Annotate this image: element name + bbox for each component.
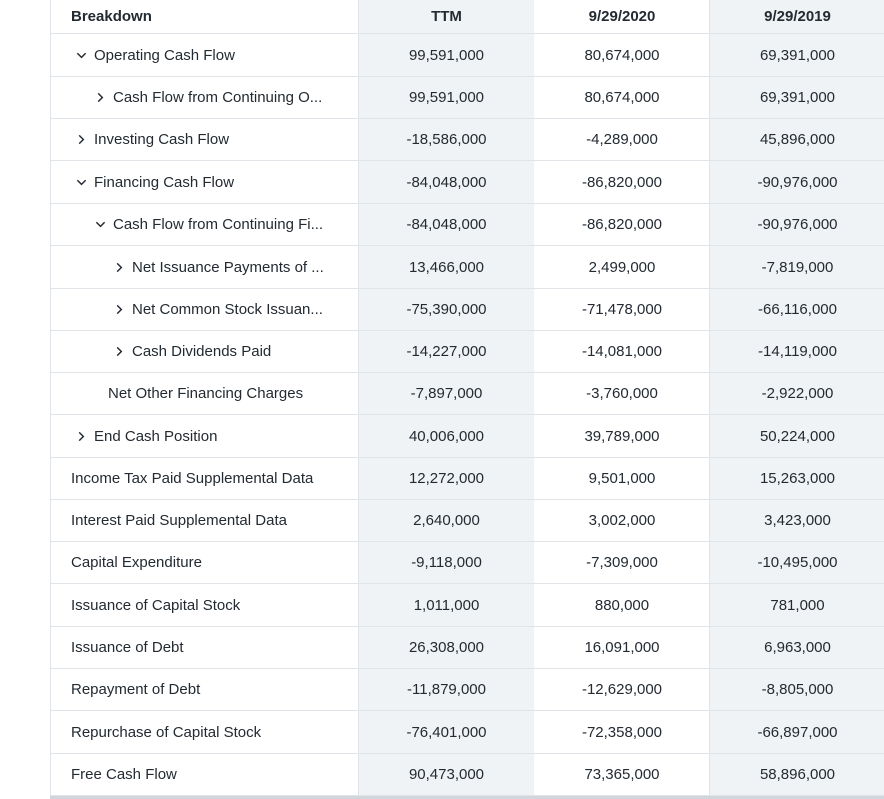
value-2020: 39,789,000 xyxy=(535,415,710,457)
row-label: Interest Paid Supplemental Data xyxy=(71,512,287,529)
row-label: Repayment of Debt xyxy=(71,681,201,698)
row-label: Net Issuance Payments of ... xyxy=(132,258,324,276)
value-2020: -7,309,000 xyxy=(535,542,710,583)
value-ttm: -18,586,000 xyxy=(359,119,535,160)
value-2020: 80,674,000 xyxy=(535,77,710,118)
value-2020: 73,365,000 xyxy=(535,754,710,795)
value-ttm: -76,401,000 xyxy=(359,711,535,753)
value-2020: -86,820,000 xyxy=(535,161,710,203)
row-label: Net Common Stock Issuan... xyxy=(132,301,323,318)
chevron-right-icon[interactable] xyxy=(94,91,106,105)
value-2019: -66,897,000 xyxy=(710,711,884,753)
row-label-cell xyxy=(51,711,359,753)
row-label-cell xyxy=(51,373,359,414)
value-ttm: 99,591,000 xyxy=(359,77,535,118)
value-ttm: -9,118,000 xyxy=(359,542,535,583)
row-label-cell xyxy=(51,161,359,203)
value-2019: 15,263,000 xyxy=(710,458,884,499)
value-2019: 45,896,000 xyxy=(710,119,884,160)
value-ttm: 12,272,000 xyxy=(359,458,535,499)
row-label: Cash Flow from Continuing Fi... xyxy=(113,216,324,233)
row-label-cell xyxy=(51,77,359,118)
value-2019: -2,922,000 xyxy=(710,373,884,414)
table-row[interactable] xyxy=(51,331,884,373)
row-label-cell xyxy=(51,331,359,372)
value-2020: -14,081,000 xyxy=(535,331,710,372)
row-label: Issuance of Capital Stock xyxy=(71,596,241,614)
chevron-down-icon[interactable] xyxy=(94,218,106,232)
value-2019: 781,000 xyxy=(710,584,884,626)
value-2020: -12,629,000 xyxy=(535,669,710,710)
value-ttm: 40,006,000 xyxy=(359,415,535,457)
row-label-cell xyxy=(51,754,359,795)
chevron-right-icon[interactable] xyxy=(75,429,87,443)
value-2020: 2,499,000 xyxy=(535,246,710,288)
value-2020: 3,002,000 xyxy=(535,500,710,541)
value-2020: 880,000 xyxy=(535,584,710,626)
value-2020: 9,501,000 xyxy=(535,458,710,499)
row-label: End Cash Position xyxy=(94,427,218,445)
table-row[interactable] xyxy=(51,34,884,77)
chevron-right-icon[interactable] xyxy=(75,133,87,147)
table-row[interactable] xyxy=(51,246,884,289)
table-row xyxy=(51,669,884,711)
value-2020: 16,091,000 xyxy=(535,627,710,668)
table-row[interactable] xyxy=(51,204,884,246)
value-2019: 3,423,000 xyxy=(710,500,884,541)
value-ttm: -7,897,000 xyxy=(359,373,535,414)
table-row xyxy=(51,542,884,584)
value-ttm: 1,011,000 xyxy=(359,584,535,626)
table-row[interactable] xyxy=(51,289,884,331)
value-2019: 69,391,000 xyxy=(710,34,884,76)
value-ttm: -11,879,000 xyxy=(359,669,535,710)
row-label-cell xyxy=(51,289,359,330)
value-ttm: 2,640,000 xyxy=(359,500,535,541)
value-2020: -72,358,000 xyxy=(535,711,710,753)
value-2020: -3,760,000 xyxy=(535,373,710,414)
value-2020: 80,674,000 xyxy=(535,34,710,76)
value-2019: 6,963,000 xyxy=(710,627,884,668)
value-2019: -7,819,000 xyxy=(710,246,884,288)
row-label-cell xyxy=(51,584,359,626)
chevron-right-icon[interactable] xyxy=(113,303,125,317)
table-row xyxy=(51,584,884,627)
row-label-cell xyxy=(51,34,359,76)
row-label: Cash Flow from Continuing O... xyxy=(113,89,323,106)
value-2019: -90,976,000 xyxy=(710,204,884,245)
row-label-cell xyxy=(51,415,359,457)
chevron-right-icon[interactable] xyxy=(113,345,125,359)
table-row[interactable] xyxy=(51,415,884,458)
value-ttm: 26,308,000 xyxy=(359,627,535,668)
chevron-down-icon[interactable] xyxy=(75,175,87,189)
value-2019: 50,224,000 xyxy=(710,415,884,457)
row-label: Net Other Financing Charges xyxy=(108,385,304,402)
value-2019: 69,391,000 xyxy=(710,77,884,118)
row-label-cell xyxy=(51,542,359,583)
row-label-cell xyxy=(51,204,359,245)
table-row xyxy=(51,458,884,500)
value-2020: -86,820,000 xyxy=(535,204,710,245)
row-label: Free Cash Flow xyxy=(71,766,177,783)
value-ttm: 13,466,000 xyxy=(359,246,535,288)
table-row[interactable] xyxy=(51,161,884,204)
value-2019: 58,896,000 xyxy=(710,754,884,795)
value-2020: -71,478,000 xyxy=(535,289,710,330)
row-label: Investing Cash Flow xyxy=(94,131,230,148)
row-label: Capital Expenditure xyxy=(71,554,202,571)
row-label-cell xyxy=(51,246,359,288)
chevron-right-icon[interactable] xyxy=(113,260,125,274)
row-label-cell xyxy=(51,119,359,160)
value-2019: -8,805,000 xyxy=(710,669,884,710)
table-header-row xyxy=(51,0,884,34)
cash-flow-table xyxy=(50,0,884,797)
value-ttm: -14,227,000 xyxy=(359,331,535,372)
table-row xyxy=(51,627,884,669)
table-row xyxy=(51,500,884,542)
value-2020: -4,289,000 xyxy=(535,119,710,160)
breakdown-header: Breakdown xyxy=(51,0,359,33)
row-label-cell xyxy=(51,458,359,499)
value-2019: -90,976,000 xyxy=(710,161,884,203)
table-row xyxy=(51,373,884,415)
table-row xyxy=(51,754,884,796)
row-label: Cash Dividends Paid xyxy=(132,343,272,360)
row-label: Financing Cash Flow xyxy=(94,173,235,191)
value-2019: -10,495,000 xyxy=(710,542,884,583)
col-header-2019: 9/29/2019 xyxy=(710,0,884,33)
row-label-cell xyxy=(51,627,359,668)
value-ttm: -75,390,000 xyxy=(359,289,535,330)
row-label-cell xyxy=(51,669,359,710)
value-2019: -14,119,000 xyxy=(710,331,884,372)
table-row[interactable] xyxy=(51,119,884,161)
row-label: Issuance of Debt xyxy=(71,639,184,656)
row-label: Income Tax Paid Supplemental Data xyxy=(71,470,314,487)
row-label: Operating Cash Flow xyxy=(94,46,235,64)
row-label-cell xyxy=(51,500,359,541)
value-ttm: -84,048,000 xyxy=(359,161,535,203)
chevron-down-icon[interactable] xyxy=(75,48,87,62)
row-label: Repurchase of Capital Stock xyxy=(71,723,262,741)
value-ttm: 90,473,000 xyxy=(359,754,535,795)
table-row[interactable] xyxy=(51,77,884,119)
value-ttm: 99,591,000 xyxy=(359,34,535,76)
value-ttm: -84,048,000 xyxy=(359,204,535,245)
col-header-ttm: TTM xyxy=(359,0,535,33)
col-header-2020: 9/29/2020 xyxy=(535,0,710,33)
table-row xyxy=(51,711,884,754)
value-2019: -66,116,000 xyxy=(710,289,884,330)
